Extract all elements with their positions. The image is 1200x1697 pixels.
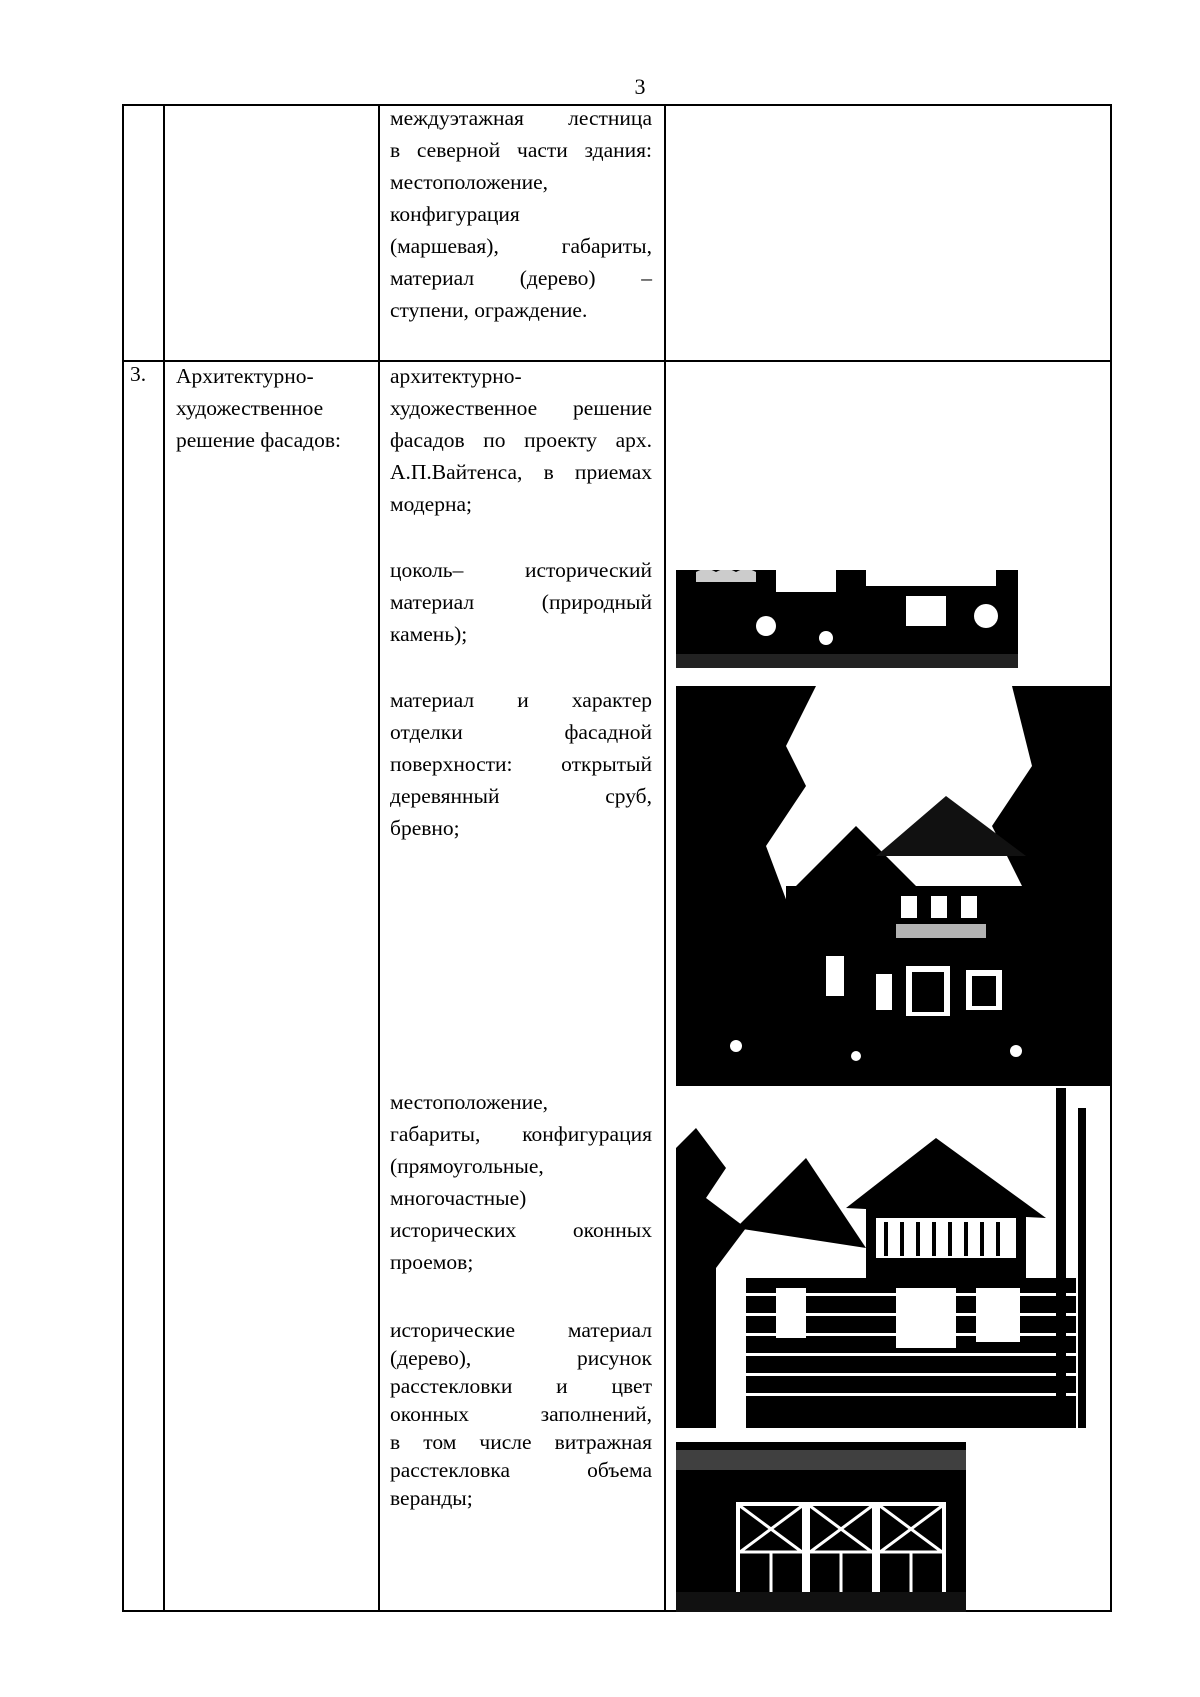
desc-line: (маршевая), габариты, (390, 234, 652, 258)
item-line: габариты, конфигурация (390, 1122, 652, 1146)
subject-line: Архитектурно- (176, 364, 314, 388)
item-line: проемов; (390, 1250, 474, 1274)
item-line: модерна; (390, 492, 472, 516)
desc-line: местоположение, (390, 170, 549, 194)
photo-house-front (676, 686, 1112, 1086)
photo-plinth (676, 556, 1018, 668)
item-line: исторических оконных (390, 1218, 652, 1242)
table-divider-subject (378, 104, 380, 1612)
item-line: фасадов по проекту арх. (390, 428, 652, 452)
item-line: бревно; (390, 816, 460, 840)
item-line: в том числе витражная (390, 1430, 652, 1454)
desc-line: конфигурация (390, 202, 520, 226)
item-line: отделки фасадной (390, 720, 652, 744)
desc-line: междуэтажная лестница (390, 106, 652, 130)
subject-line: решение фасадов: (176, 428, 341, 452)
item-line: А.П.Вайтенса, в приемах (390, 460, 652, 484)
item-line: художественное решение (390, 396, 652, 420)
item-line: местоположение, (390, 1090, 549, 1114)
photo-veranda-windows (676, 1442, 966, 1612)
item-line: цоколь– исторический (390, 558, 652, 582)
photo-house-winter (676, 1088, 1106, 1428)
item-line: расстекловки и цвет (390, 1374, 652, 1398)
item-line: материал и характер (390, 688, 652, 712)
item-line: архитектурно- (390, 364, 522, 388)
table-border-left (122, 104, 124, 1612)
item-line: деревянный сруб, (390, 784, 652, 808)
page-number: 3 (634, 74, 646, 99)
table-divider-description (664, 104, 666, 1612)
item-line: (прямоугольные, (390, 1154, 544, 1178)
item-line: исторические материал (390, 1318, 652, 1342)
item-line: материал (природный (390, 590, 652, 614)
desc-line: ступени, ограждение. (390, 298, 588, 322)
table-divider-number (163, 104, 165, 1612)
desc-line: материал (дерево) – (390, 266, 652, 290)
desc-line: в северной части здания: (390, 138, 652, 162)
item-line: расстекловка объема (390, 1458, 652, 1482)
item-line: оконных заполнений, (390, 1402, 652, 1426)
item-line: (дерево), рисунок (390, 1346, 652, 1370)
item-line: многочастные) (390, 1186, 527, 1210)
item-line: веранды; (390, 1486, 473, 1510)
row-number: 3. (130, 362, 147, 386)
item-line: поверхности: открытый (390, 752, 652, 776)
item-line: камень); (390, 622, 468, 646)
subject-line: художественное (176, 396, 324, 420)
